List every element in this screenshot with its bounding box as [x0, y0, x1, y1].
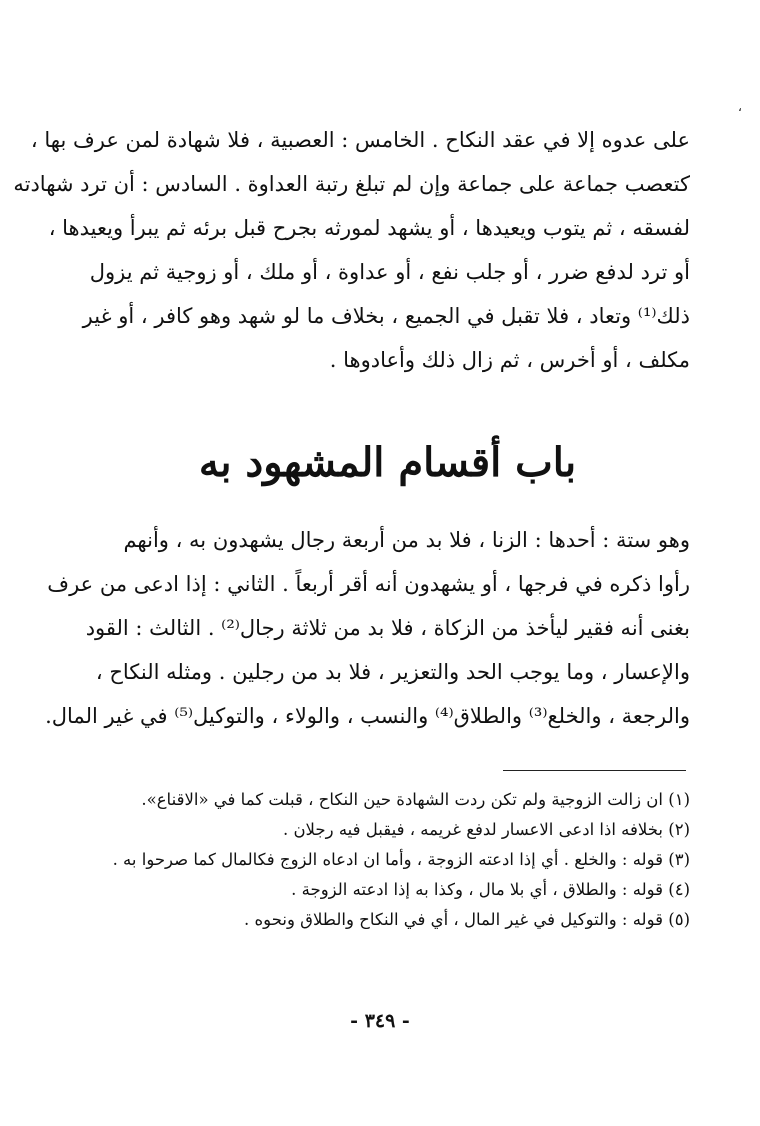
footnotes — [112, 785, 690, 935]
page-number: - ٣٤٩ - — [350, 1010, 410, 1032]
footnote: (٣) قوله : والخلع . أي إذا ادعته الزوجة ، وأما ان ادعاه الزوج فكالمال كما صرحوا به . — [112, 850, 690, 869]
footnote: (٥) قوله : والتوكيل في غير المال ، أي في النكاح والطلاق ونحوه . — [244, 910, 690, 929]
footnote-divider — [503, 770, 686, 771]
text-line: لفسقه ، ثم يتوب ويعيدها ، أو يشهد لمورثه بجرح قبل برئه ثم يبرأ ويعيدها ، — [48, 216, 690, 240]
paragraph-section — [45, 518, 690, 738]
text-line: بغنى أنه فقير ليأخذ من الزكاة ، فلا بد من ثلاثة رجال⁽²⁾ . الثالث : القود — [85, 616, 690, 640]
footnote: (٤) قوله : والطلاق ، أي بلا مال ، وكذا به إذا ادعته الزوجة . — [291, 880, 690, 899]
text-line: كتعصب جماعة على جماعة وإن لم تبلغ رتبة العداوة . السادس : أن ترد شهادته — [13, 172, 690, 196]
text-line: أو ترد لدفع ضرر ، أو جلب نفع ، أو عداوة ، أو ملك ، أو زوجية ثم يزول — [89, 260, 690, 284]
text-line: والرجعة ، والخلع⁽³⁾ والطلاق⁽⁴⁾ والنسب ، والولاء ، والتوكيل⁽⁵⁾ في غير المال. — [45, 704, 690, 728]
text-line: على عدوه إلا في عقد النكاح . الخامس : العصبية ، فلا شهادة لمن عرف بها ، — [30, 128, 690, 152]
footnote: (١) ان زالت الزوجية ولم تكن ردت الشهادة حين النكاح ، قبلت كما في «الاقناع». — [141, 790, 690, 809]
margin-mark: ، — [738, 100, 742, 114]
text-line: رأوا ذكره في فرجها ، أو يشهدون أنه أقر أربعاً . الثاني : إذا ادعى من عرف — [47, 572, 690, 596]
text-line: ذلك⁽¹⁾ وتعاد ، فلا تقبل في الجميع ، بخلاف ما لو شهد وهو كافر ، أو غير — [82, 304, 690, 328]
footnote: (٢) بخلافه اذا ادعى الاعسار لدفع غريمه ، فيقبل فيه رجلان . — [282, 820, 690, 839]
paragraph-main — [13, 118, 690, 382]
text-line: والإعسار ، وما يوجب الحد والتعزير ، فلا بد من رجلين . ومثله النكاح ، — [95, 660, 690, 684]
section-heading: باب أقسام المشهود به — [198, 439, 577, 486]
text-line: وهو ستة : أحدها : الزنا ، فلا بد من أربعة رجال يشهدون به ، وأنهم — [123, 528, 690, 552]
text-line: مكلف ، أو أخرس ، ثم زال ذلك وأعادوها . — [329, 348, 690, 372]
